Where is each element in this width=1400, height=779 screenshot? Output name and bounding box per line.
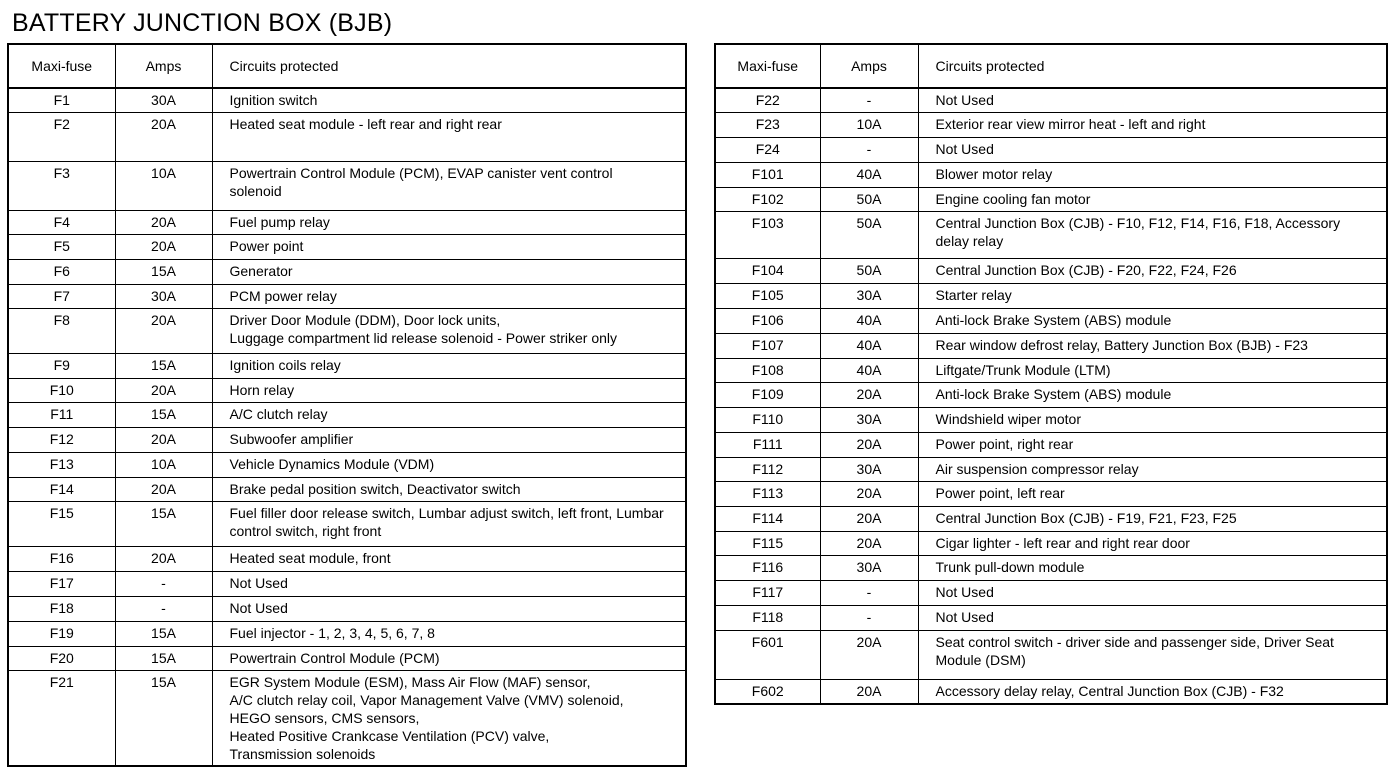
amps-cell: 30A: [115, 88, 212, 112]
table-row: [715, 605, 1387, 630]
circuits-cell: Cigar lighter - left rear and right rear door: [918, 531, 1387, 555]
table-row: [715, 580, 1387, 605]
fuse-id-cell: F11: [8, 402, 115, 427]
amps-cell: 20A: [115, 210, 212, 234]
circuits-cell: Power point: [212, 234, 686, 259]
circuits-cell: Anti-lock Brake System (ABS) module: [918, 382, 1387, 407]
table-row: [715, 283, 1387, 308]
fuse-id-cell: F117: [715, 580, 820, 605]
circuits-cell: Horn relay: [212, 378, 686, 402]
header-circuits-protected: Circuits protected: [918, 44, 1387, 88]
amps-cell: -: [115, 571, 212, 596]
circuits-cell: Engine cooling fan motor: [918, 187, 1387, 211]
table-row: [715, 112, 1387, 137]
circuits-cell: Starter relay: [918, 283, 1387, 308]
amps-cell: 20A: [115, 308, 212, 353]
fuse-id-cell: F101: [715, 162, 820, 187]
table-row: [8, 308, 686, 353]
circuits-cell: Not Used: [918, 580, 1387, 605]
amps-cell: 30A: [820, 407, 918, 432]
amps-cell: 15A: [115, 646, 212, 670]
table-header-row: [715, 44, 1387, 88]
circuits-cell: Not Used: [918, 605, 1387, 630]
circuits-cell: Fuel filler door release switch, Lumbar adjust switch, left front, Lumbar control switch, right front: [212, 501, 686, 546]
circuits-cell: Not Used: [918, 88, 1387, 112]
amps-cell: 50A: [820, 211, 918, 258]
circuits-cell: Central Junction Box (CJB) - F19, F21, F23, F25: [918, 506, 1387, 531]
fuse-id-cell: F115: [715, 531, 820, 555]
table-header-row: [8, 44, 686, 88]
table-row: [715, 187, 1387, 211]
circuits-cell: Brake pedal position switch, Deactivator switch: [212, 477, 686, 501]
table-row: [715, 432, 1387, 457]
amps-cell: 50A: [820, 258, 918, 283]
fuse-id-cell: F13: [8, 452, 115, 477]
fuse-table-left: [7, 43, 687, 767]
amps-cell: 15A: [115, 670, 212, 766]
fuse-id-cell: F6: [8, 259, 115, 284]
fuse-id-cell: F102: [715, 187, 820, 211]
fuse-id-cell: F8: [8, 308, 115, 353]
circuits-cell: Heated seat module - left rear and right rear: [212, 112, 686, 161]
amps-cell: -: [115, 596, 212, 621]
fuse-id-cell: F107: [715, 333, 820, 358]
circuits-cell: Accessory delay relay, Central Junction Box (CJB) - F32: [918, 679, 1387, 704]
circuits-cell: Not Used: [212, 596, 686, 621]
fuse-id-cell: F601: [715, 630, 820, 679]
amps-cell: -: [820, 88, 918, 112]
circuits-cell: Ignition switch: [212, 88, 686, 112]
table-row: [8, 402, 686, 427]
circuits-cell: Ignition coils relay: [212, 353, 686, 378]
header-amps: Amps: [115, 44, 212, 88]
fuse-id-cell: F106: [715, 308, 820, 333]
amps-cell: 30A: [820, 457, 918, 481]
amps-cell: 20A: [115, 234, 212, 259]
circuits-cell: Powertrain Control Module (PCM): [212, 646, 686, 670]
circuits-cell: Power point, left rear: [918, 481, 1387, 506]
circuits-cell: Generator: [212, 259, 686, 284]
table-row: [8, 501, 686, 546]
amps-cell: 15A: [115, 353, 212, 378]
table-row: [715, 308, 1387, 333]
table-row: [715, 481, 1387, 506]
fuse-id-cell: F5: [8, 234, 115, 259]
fuse-id-cell: F20: [8, 646, 115, 670]
circuits-cell: Windshield wiper motor: [918, 407, 1387, 432]
table-row: [715, 407, 1387, 432]
table-row: [8, 112, 686, 161]
amps-cell: 15A: [115, 621, 212, 646]
fuse-id-cell: F109: [715, 382, 820, 407]
table-row: [715, 258, 1387, 283]
table-row: [8, 477, 686, 501]
amps-cell: 50A: [820, 187, 918, 211]
circuits-cell: Driver Door Module (DDM), Door lock units, Luggage compartment lid release solenoid - Power striker only: [212, 308, 686, 353]
circuits-cell: Anti-lock Brake System (ABS) module: [918, 308, 1387, 333]
table-row: [8, 621, 686, 646]
table-row: [8, 596, 686, 621]
amps-cell: -: [820, 580, 918, 605]
table-row: [715, 506, 1387, 531]
fuse-id-cell: F2: [8, 112, 115, 161]
fuse-id-cell: F10: [8, 378, 115, 402]
amps-cell: 40A: [820, 162, 918, 187]
table-row: [8, 378, 686, 402]
table-row: [8, 452, 686, 477]
amps-cell: 20A: [115, 378, 212, 402]
fuse-id-cell: F7: [8, 284, 115, 308]
amps-cell: 20A: [820, 382, 918, 407]
circuits-cell: EGR System Module (ESM), Mass Air Flow (MAF) sensor, A/C clutch relay coil, Vapor Management Valve (VMV) solenoid, HEGO sensors, CMS sensors, Heated Positive Crankcase Ventilation (PCV) valve, Transmission solenoids: [212, 670, 686, 766]
amps-cell: -: [820, 137, 918, 162]
circuits-cell: Fuel injector - 1, 2, 3, 4, 5, 6, 7, 8: [212, 621, 686, 646]
fuse-id-cell: F19: [8, 621, 115, 646]
amps-cell: 20A: [820, 506, 918, 531]
table-row: [715, 137, 1387, 162]
table-row: [8, 427, 686, 452]
circuits-cell: PCM power relay: [212, 284, 686, 308]
table-row: [715, 333, 1387, 358]
fuse-id-cell: F24: [715, 137, 820, 162]
table-row: [8, 353, 686, 378]
circuits-cell: Seat control switch - driver side and passenger side, Driver Seat Module (DSM): [918, 630, 1387, 679]
fuse-id-cell: F12: [8, 427, 115, 452]
circuits-cell: Subwoofer amplifier: [212, 427, 686, 452]
fuse-id-cell: F16: [8, 546, 115, 571]
table-row: [8, 259, 686, 284]
fuse-id-cell: F15: [8, 501, 115, 546]
circuits-cell: Trunk pull-down module: [918, 555, 1387, 580]
amps-cell: 10A: [820, 112, 918, 137]
amps-cell: 20A: [820, 432, 918, 457]
amps-cell: 40A: [820, 358, 918, 382]
fuse-id-cell: F17: [8, 571, 115, 596]
amps-cell: 20A: [115, 546, 212, 571]
circuits-cell: Not Used: [212, 571, 686, 596]
fuse-id-cell: F118: [715, 605, 820, 630]
amps-cell: 30A: [115, 284, 212, 308]
amps-cell: 30A: [820, 555, 918, 580]
circuits-cell: Central Junction Box (CJB) - F20, F22, F24, F26: [918, 258, 1387, 283]
header-circuits-protected: Circuits protected: [212, 44, 686, 88]
fuse-id-cell: F110: [715, 407, 820, 432]
amps-cell: 40A: [820, 333, 918, 358]
table-row: [8, 284, 686, 308]
fuse-id-cell: F3: [8, 161, 115, 210]
fuse-id-cell: F108: [715, 358, 820, 382]
header-amps: Amps: [820, 44, 918, 88]
fuse-table-right: [714, 43, 1388, 705]
page-title: BATTERY JUNCTION BOX (BJB): [12, 9, 393, 37]
amps-cell: 20A: [820, 531, 918, 555]
fuse-id-cell: F22: [715, 88, 820, 112]
fuse-id-cell: F104: [715, 258, 820, 283]
header-maxi-fuse: Maxi-fuse: [715, 44, 820, 88]
amps-cell: -: [820, 605, 918, 630]
table-row: [8, 646, 686, 670]
circuits-cell: Blower motor relay: [918, 162, 1387, 187]
fuse-id-cell: F23: [715, 112, 820, 137]
circuits-cell: Power point, right rear: [918, 432, 1387, 457]
amps-cell: 20A: [115, 427, 212, 452]
table-row: [715, 211, 1387, 258]
fuse-id-cell: F116: [715, 555, 820, 580]
fuse-id-cell: F21: [8, 670, 115, 766]
circuits-cell: Fuel pump relay: [212, 210, 686, 234]
fuse-id-cell: F111: [715, 432, 820, 457]
table-row: [715, 88, 1387, 112]
circuits-cell: Not Used: [918, 137, 1387, 162]
amps-cell: 20A: [820, 630, 918, 679]
circuits-cell: Rear window defrost relay, Battery Junction Box (BJB) - F23: [918, 333, 1387, 358]
fuse-id-cell: F113: [715, 481, 820, 506]
header-maxi-fuse: Maxi-fuse: [8, 44, 115, 88]
fuse-id-cell: F112: [715, 457, 820, 481]
amps-cell: 20A: [820, 481, 918, 506]
table-row: [8, 546, 686, 571]
table-row: [715, 457, 1387, 481]
table-row: [8, 670, 686, 766]
fuse-id-cell: F14: [8, 477, 115, 501]
amps-cell: 20A: [115, 477, 212, 501]
circuits-cell: A/C clutch relay: [212, 402, 686, 427]
amps-cell: 15A: [115, 501, 212, 546]
table-row: [715, 555, 1387, 580]
amps-cell: 15A: [115, 402, 212, 427]
table-row: [715, 162, 1387, 187]
fuse-id-cell: F9: [8, 353, 115, 378]
table-row: [8, 210, 686, 234]
amps-cell: 40A: [820, 308, 918, 333]
table-row: [715, 358, 1387, 382]
table-row: [8, 234, 686, 259]
fuse-id-cell: F4: [8, 210, 115, 234]
fuse-id-cell: F103: [715, 211, 820, 258]
fuse-id-cell: F18: [8, 596, 115, 621]
table-row: [8, 88, 686, 112]
amps-cell: 10A: [115, 161, 212, 210]
circuits-cell: Exterior rear view mirror heat - left and right: [918, 112, 1387, 137]
circuits-cell: Powertrain Control Module (PCM), EVAP canister vent control solenoid: [212, 161, 686, 210]
amps-cell: 30A: [820, 283, 918, 308]
circuits-cell: Air suspension compressor relay: [918, 457, 1387, 481]
table-row: [8, 161, 686, 210]
fuse-id-cell: F105: [715, 283, 820, 308]
circuits-cell: Heated seat module, front: [212, 546, 686, 571]
circuits-cell: Liftgate/Trunk Module (LTM): [918, 358, 1387, 382]
table-row: [715, 630, 1387, 679]
table-row: [715, 382, 1387, 407]
circuits-cell: Central Junction Box (CJB) - F10, F12, F14, F16, F18, Accessory delay relay: [918, 211, 1387, 258]
amps-cell: 20A: [115, 112, 212, 161]
amps-cell: 20A: [820, 679, 918, 704]
fuse-id-cell: F114: [715, 506, 820, 531]
amps-cell: 15A: [115, 259, 212, 284]
amps-cell: 10A: [115, 452, 212, 477]
table-row: [715, 531, 1387, 555]
circuits-cell: Vehicle Dynamics Module (VDM): [212, 452, 686, 477]
fuse-id-cell: F1: [8, 88, 115, 112]
fuse-id-cell: F602: [715, 679, 820, 704]
table-row: [715, 679, 1387, 704]
table-row: [8, 571, 686, 596]
